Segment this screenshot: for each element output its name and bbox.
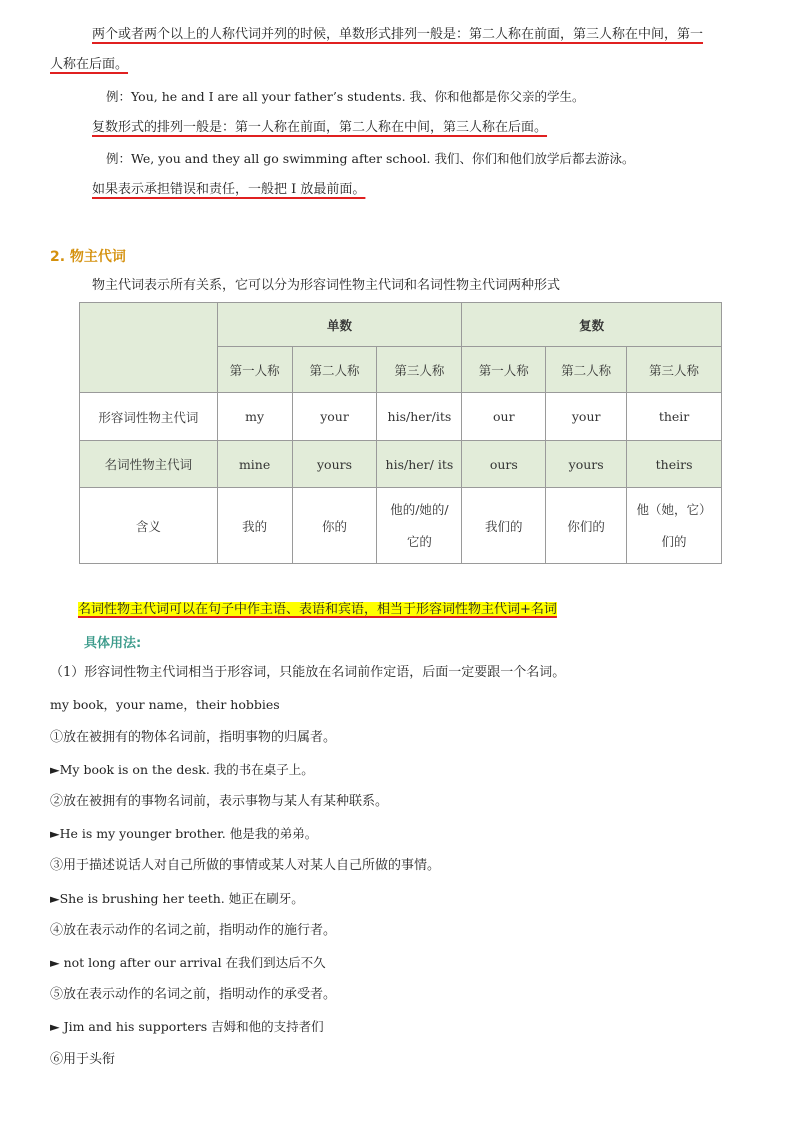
table-cell: mine	[217, 441, 292, 488]
person-header: 第三人称	[627, 347, 722, 393]
row-label: 名词性物主代词	[80, 441, 218, 488]
table-corner-cell	[80, 303, 218, 393]
note-line	[78, 601, 557, 619]
plural-header: 复数	[462, 303, 722, 347]
usage-line: ► not long after our arrival 在我们到达后不久	[50, 955, 326, 970]
table-row	[80, 488, 722, 564]
person-header: 第二人称	[292, 347, 377, 393]
row-label: 形容词性物主代词	[80, 393, 218, 441]
row-label: 含义	[80, 488, 218, 564]
example-2: 例：We, you and they all go swimming after school. 我们、你们和他们放学后都去游泳。	[106, 151, 635, 166]
example-1: 例：You, he and I are all your father’s students. 我、你和他都是你父亲的学生。	[106, 89, 585, 104]
person-header: 第三人称	[377, 347, 462, 393]
table-cell: their	[627, 393, 722, 441]
cell-line: 它的	[406, 533, 432, 549]
table-cell: your	[292, 393, 377, 441]
table-cell: our	[462, 393, 546, 441]
highlighted-note: 名词性物主代词可以在句子中作主语、表语和宾语，相当于形容词性物主代词+名词	[78, 602, 557, 617]
cell-line: 们的	[661, 533, 687, 549]
table-cell: 我的	[217, 488, 292, 564]
table-cell: yours	[292, 441, 377, 488]
usage-line: ⑥用于头衔	[50, 1052, 116, 1067]
table-cell: your	[546, 393, 627, 441]
possessive-pronoun-table	[79, 302, 722, 564]
usage-line: ③用于描述说话人对自己所做的事情或某人对某人自己所做的事情。	[50, 858, 441, 873]
person-header: 第一人称	[462, 347, 546, 393]
table-cell: theirs	[627, 441, 722, 488]
rule1-line2: 人称在后面。	[50, 57, 129, 72]
usage-line: my book，your name，their hobbies	[50, 697, 280, 712]
usage-line: ⑤放在表示动作的名词之前，指明动作的承受者。	[50, 987, 337, 1002]
rule2: 复数形式的排列一般是：第一人称在前面，第二人称在中间，第三人称在后面。	[92, 120, 548, 135]
table-cell: 你的	[292, 488, 377, 564]
table-row	[80, 393, 722, 441]
table-cell: 我们的	[462, 488, 546, 564]
section-description: 物主代词表示所有关系，它可以分为形容词性物主代词和名词性物主代词两种形式	[92, 278, 561, 293]
section-heading: 2. 物主代词	[50, 249, 126, 265]
cell-line: 他的/她的/	[390, 501, 449, 517]
table-row	[80, 441, 722, 488]
table-cell	[627, 488, 722, 564]
cell-line: 他（她，它）	[636, 501, 712, 517]
usage-line: ►He is my younger brother. 他是我的弟弟。	[50, 826, 318, 841]
usage-line: ④放在表示动作的名词之前，指明动作的施行者。	[50, 923, 337, 938]
usage-line: ①放在被拥有的物体名词前，指明事物的归属者。	[50, 730, 337, 745]
rule3: 如果表示承担错误和责任，一般把 I 放最前面。	[92, 182, 366, 197]
person-header: 第一人称	[217, 347, 292, 393]
usage-line: ②放在被拥有的事物名词前，表示事物与某人有某种联系。	[50, 794, 389, 809]
table-cell: his/her/its	[377, 393, 462, 441]
table-cell: yours	[546, 441, 627, 488]
table-cell	[377, 488, 462, 564]
usage-line: ► Jim and his supporters 吉姆和他的支持者们	[50, 1019, 324, 1034]
rule1-line1: 两个或者两个以上的人称代词并列的时候，单数形式排列一般是：第二人称在前面，第三人称在中间，第一	[92, 27, 704, 42]
table-cell: 你们的	[546, 488, 627, 564]
table-cell: my	[217, 393, 292, 441]
usage-line: ►My book is on the desk. 我的书在桌子上。	[50, 762, 314, 777]
usage-heading: 具体用法:	[84, 636, 142, 651]
person-header: 第二人称	[546, 347, 627, 393]
table-cell: ours	[462, 441, 546, 488]
table-cell: his/her/ its	[377, 441, 462, 488]
singular-header: 单数	[217, 303, 462, 347]
usage-line: （1）形容词性物主代词相当于形容词，只能放在名词前作定语，后面一定要跟一个名词。	[50, 665, 566, 680]
usage-line: ►She is brushing her teeth. 她正在刷牙。	[50, 891, 304, 906]
